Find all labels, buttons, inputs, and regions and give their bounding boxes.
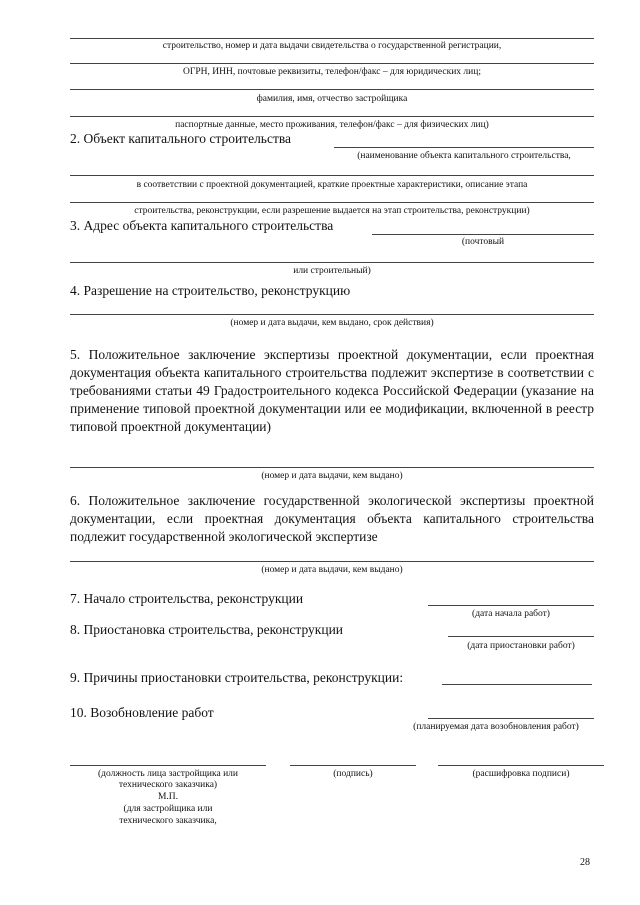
caption-individual: паспортные данные, место проживания, телефон/факс – для физических лиц) [175, 120, 489, 130]
fill-line [70, 202, 594, 203]
fill-line [334, 147, 594, 148]
fill-line [448, 636, 594, 637]
fill-line [70, 175, 594, 176]
fill-line [428, 605, 594, 606]
fill-line [70, 262, 594, 263]
caption-legal-entity: ОГРН, ИНН, почтовые реквизиты, телефон/факс – для юридических лиц; [183, 67, 481, 77]
caption-object-name: (наименование объекта капитального строительства, [357, 151, 571, 161]
fill-line [70, 314, 594, 315]
section-6-text: 6. Положительное заключение государственной экологической экспертизы проектной документации, если проектная документация объекта капитального строительства подлежит государственной экологической экспертизе [70, 493, 594, 544]
section-7-heading: 7. Начало строительства, реконструкции [70, 591, 304, 606]
caption-construction-address: или строительный) [293, 266, 371, 276]
caption-position-2: технического заказчика) [118, 780, 218, 790]
section-8-heading: 8. Приостановка строительства, реконструкции [70, 622, 344, 637]
fill-line [70, 63, 594, 64]
caption-start-date: (дата начала работ) [472, 609, 550, 619]
caption-registration: строительство, номер и дата выдачи свидетельства о государственной регистрации, [162, 41, 502, 51]
caption-developer-name: фамилия, имя, отчество застройщика [256, 94, 408, 104]
caption-suspend-date: (дата приостановки работ) [467, 641, 575, 651]
fill-line [70, 89, 594, 90]
fill-line [70, 116, 594, 117]
section-5-text: 5. Положительное заключение экспертизы проектной документации, если проектная документация объекта капитального строительства подлежит экспертизе в соответствии с требованиями статьи 49 Градостроительного кодекса Российской Федерации (указание на применение типовой проектной документации или ее модификации, включенной в реестр типовой проектной документации) [70, 347, 594, 434]
fill-line [70, 561, 594, 562]
stamp-note: (для застройщика или [123, 804, 213, 814]
fill-line [70, 38, 594, 39]
section-10-heading: 10. Возобновление работ [70, 705, 214, 720]
caption-eco-expertise: (номер и дата выдачи, кем выдано) [261, 565, 403, 575]
caption-postal: (почтовый [461, 237, 505, 247]
caption-permit: (номер и дата выдачи, кем выдано, срок действия) [230, 318, 434, 328]
caption-resume-date: (планируемая дата возобновления работ) [413, 722, 579, 732]
section-3-heading: 3. Адрес объекта капитального строительства [70, 218, 334, 233]
signature-line [290, 765, 416, 766]
caption-position: (должность лица застройщика или [98, 769, 238, 779]
page-number: 28 [580, 857, 590, 868]
fill-line [70, 467, 594, 468]
caption-project-docs: в соответствии с проектной документацией, краткие проектные характеристики, описание этапа [136, 180, 528, 190]
stamp-note-2: технического заказчика, [119, 816, 217, 826]
fill-line [428, 718, 594, 719]
stamp-label: М.П. [157, 792, 179, 802]
caption-signature: (подпись) [333, 769, 373, 779]
section-4-heading: 4. Разрешение на строительство, реконструкцию [70, 283, 351, 298]
section-9-heading: 9. Причины приостановки строительства, реконструкции: [70, 670, 404, 685]
signature-decode-line [438, 765, 604, 766]
fill-line [372, 234, 594, 235]
caption-stage: строительства, реконструкции, если разрешение выдается на этап строительства, реконструкции) [134, 206, 530, 216]
section-2-heading: 2. Объект капитального строительства [70, 131, 292, 146]
caption-expertise: (номер и дата выдачи, кем выдано) [261, 471, 403, 481]
fill-line [442, 684, 592, 685]
caption-signature-decode: (расшифровка подписи) [472, 769, 570, 779]
signature-position-line [70, 765, 266, 766]
